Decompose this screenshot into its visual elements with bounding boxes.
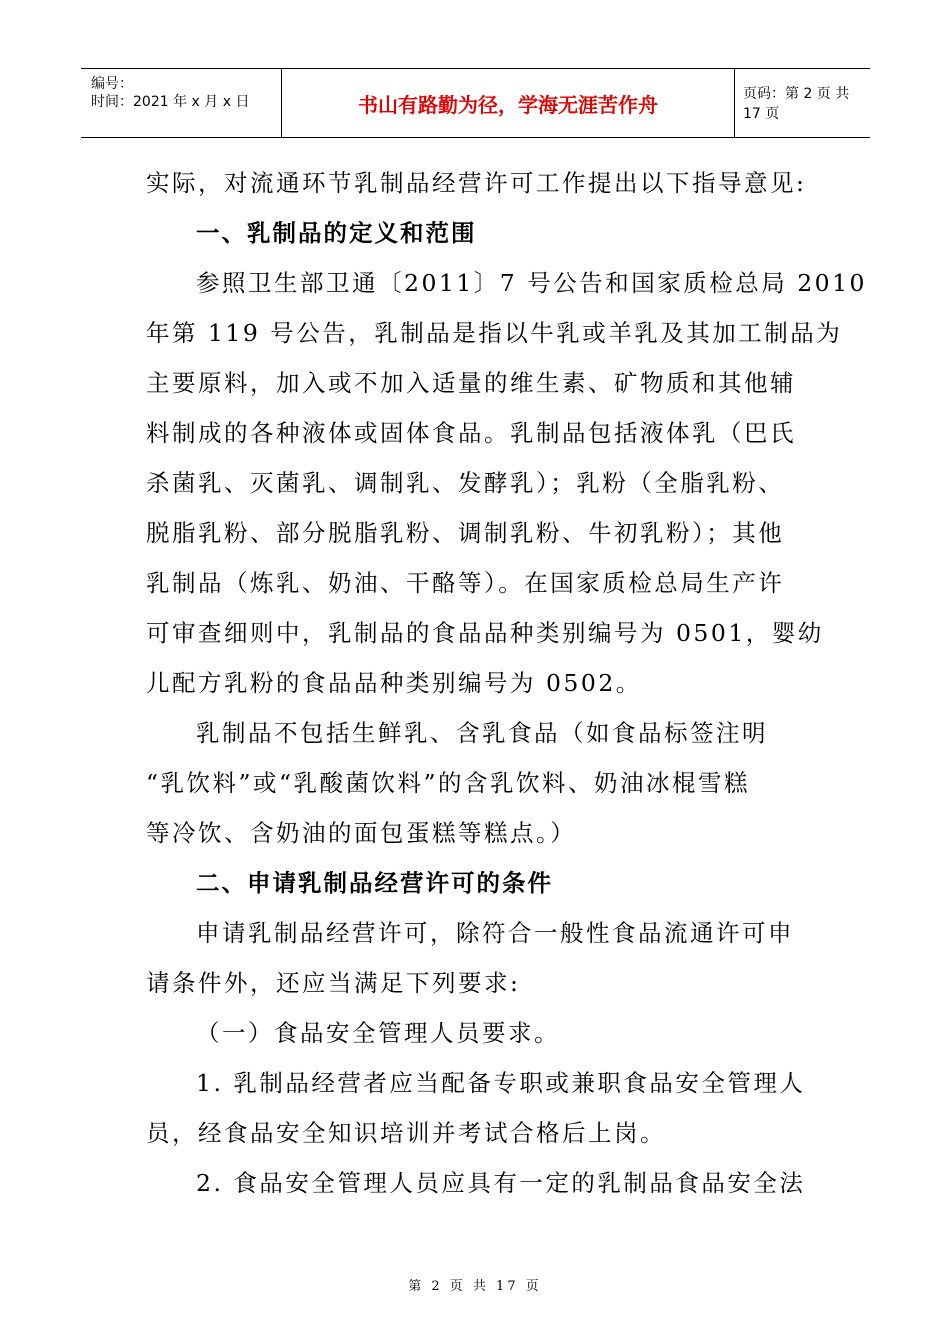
paragraph-line: 乳制品（炼乳、奶油、干酪等）。在国家质检总局生产许 <box>146 569 785 597</box>
paragraph-line: 请条件外，还应当满足下列要求: <box>146 969 521 997</box>
motto-text: 书山有路勤为径，学海无涯苦作舟 <box>358 92 658 117</box>
section-heading: 一、乳制品的定义和范围 <box>196 219 477 247</box>
paragraph-line: 1. 乳制品经营者应当配备专职或兼职食品安全管理人 <box>196 1069 806 1097</box>
paragraph-line: 员，经食品安全知识培训并考试合格后上岗。 <box>146 1119 666 1147</box>
paragraph-line: 2. 食品安全管理人员应具有一定的乳制品食品安全法 <box>196 1169 806 1197</box>
paragraph-line: 杀菌乳、灭菌乳、调制乳、发酵乳）；乳粉（全脂乳粉、 <box>146 469 785 497</box>
paragraph-line: 乳制品不包括生鲜乳、含乳食品（如食品标签注明 <box>196 719 768 747</box>
paragraph-line: 年第 119 号公告，乳制品是指以牛乳或羊乳及其加工制品为 <box>146 319 843 347</box>
paragraph-line: 申请乳制品经营许可，除符合一般性食品流通许可申 <box>196 919 794 947</box>
paragraph-line: 参照卫生部卫通〔2011〕7 号公告和国家质检总局 2010 <box>196 269 868 297</box>
paragraph-line: 料制成的各种液体或固体食品。乳制品包括液体乳（巴氏 <box>146 419 796 447</box>
paragraph-line: 实际，对流通环节乳制品经营许可工作提出以下指导意见: <box>146 169 807 197</box>
paragraph-line: 儿配方乳粉的食品品种类别编号为 0502。 <box>146 669 642 697</box>
page-footer: 第 2 页 共 17 页 <box>408 1279 542 1294</box>
subsection-heading: （一）食品安全管理人员要求。 <box>196 1019 560 1047</box>
number-label: 编号： <box>91 76 133 92</box>
page-number-label: 页码：第 2 页 共 17 页 <box>743 86 850 122</box>
header-page-cell <box>735 69 870 137</box>
header-motto-cell <box>282 69 735 137</box>
section-heading: 二、申请乳制品经营许可的条件 <box>196 869 553 897</box>
paragraph-line: 脱脂乳粉、部分脱脂乳粉、调制乳粉、牛初乳粉）；其他 <box>146 519 785 547</box>
paragraph-line: 主要原料，加入或不加入适量的维生素、矿物质和其他辅 <box>146 369 796 397</box>
paragraph-line: 可审查细则中，乳制品的食品品种类别编号为 0501，婴幼 <box>146 619 824 647</box>
document-body <box>146 158 868 1208</box>
paragraph-line: 等冷饮、含奶油的面包蛋糕等糕点。） <box>146 819 577 847</box>
document-header <box>81 68 870 138</box>
paragraph-line: “乳饮料”或“乳酸菌饮料”的含乳饮料、奶油冰棍雪糕 <box>146 769 751 797</box>
header-meta-cell <box>81 69 282 137</box>
time-label: 时间：2021 年 x 月 x 日 <box>91 94 250 110</box>
